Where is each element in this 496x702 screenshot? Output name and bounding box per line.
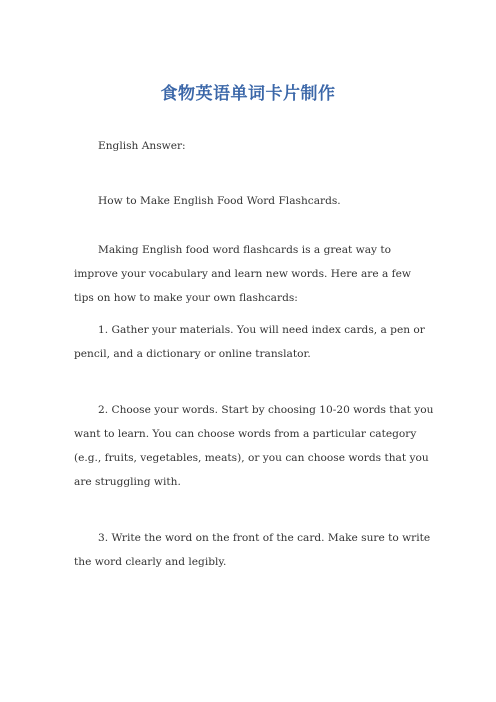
section-heading: How to Make English Food Word Flashcards. — [98, 195, 341, 207]
answer-label: English Answer: — [98, 140, 186, 152]
tip-paragraph-3: 3. Write the word on the front of the card. Make sure to write the word clearly and legibly. — [74, 532, 431, 568]
document-title: 食物英语单词卡片制作 — [160, 84, 336, 104]
tip-paragraph-1: 1. Gather your materials. You will need index cards, a pen or pencil, and a dictionary or online translator. — [74, 324, 425, 360]
intro-paragraph: Making English food word flashcards is a great way to improve your vocabulary and learn new words. Here are a few tips on how to make your own flashcards: — [74, 244, 411, 304]
tip-paragraph-2: 2. Choose your words. Start by choosing 10-20 words that you want to learn. You can choose words from a particular category (e.g., fruits, vegetables, meats), or you can choose words that you are struggling with. — [74, 404, 434, 488]
